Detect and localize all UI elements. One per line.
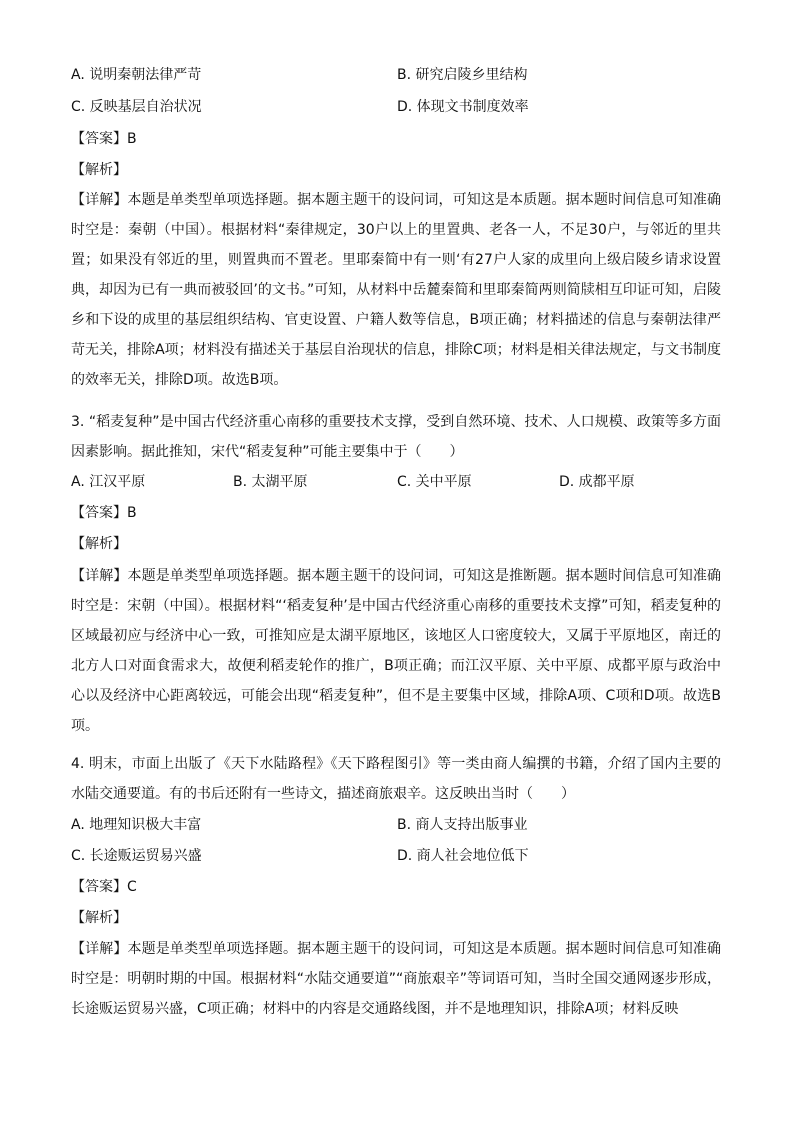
q3-option-a: A. 江汉平原 — [71, 474, 146, 490]
q4-option-c: C. 长途贩运贸易兴盛 — [71, 848, 202, 864]
q3-option-d: D. 成都平原 — [559, 474, 635, 490]
q4-detail-text: 【详解】本题是单类型单项选择题。据本题主题干的设问词，可知这是本质题。据本题时间信息可知准确时空是：明朝时期的中国。根据材料“水陆交通要道”“商旅艰辛”等词语可知，当时全国交通网逐步形成，长途贩运贸易兴盛，C项正确；材料中的内容是交通路线图，并不是地理知识，排除A项；材料反映 — [71, 941, 721, 1017]
q4-stem-text: 4. 明末，市面上出版了《天下水陆路程》《天下路程图引》等一类由商人编撰的书籍，介绍了国内主要的水陆交通要道。有的书后还附有一些诗文，描述商旅艰辛。这反映出当时（ ） — [71, 756, 721, 802]
q4-detail — [71, 934, 721, 1024]
q3-answer: 【答案】B — [71, 505, 137, 521]
q2-option-a: A. 说明秦朝法律严苛 — [71, 67, 202, 83]
q4-analysis-label: 【解析】 — [71, 910, 127, 926]
q2-option-d: D. 体现文书制度效率 — [397, 99, 529, 115]
q2-detail — [71, 185, 721, 395]
q4-option-b: B. 商人支持出版事业 — [397, 817, 528, 833]
q3-stem — [71, 407, 721, 467]
q3-analysis-label: 【解析】 — [71, 536, 127, 552]
q2-answer: 【答案】B — [71, 131, 137, 147]
q4-option-a: A. 地理知识极大丰富 — [71, 817, 202, 833]
q4-option-d: D. 商人社会地位低下 — [397, 848, 529, 864]
q3-option-c: C. 关中平原 — [397, 474, 472, 490]
q2-detail-text: 【详解】本题是单类型单项选择题。据本题主题干的设问词，可知这是本质题。据本题时间信息可知准确时空是：秦朝（中国）。根据材料“秦律规定，30户以上的里置典、老各一人，不足30户，与邻近的里共置；如果没有邻近的里，则置典而不置老。里耶秦简中有一则‘有27户人家的成里向上级启陵乡请求设置典，却因为已有一典而被驳回’的文书。”可知，从材料中岳麓秦简和里耶秦简两则简牍相互印证可知，启陵乡和下设的成里的基层组织结构、官吏设置、户籍人数等信息，B项正确；材料描述的信息与秦朝法律严苛无关，排除A项；材料没有描述关于基层自治现状的信息，排除C项；材料是相关律法规定，与文书制度的效率无关，排除D项。故选B项。 — [71, 192, 721, 388]
q3-stem-text: 3. “稻麦复种”是中国古代经济重心南移的重要技术支撑，受到自然环境、技术、人口规模、政策等多方面因素影响。据此推知，宋代“稻麦复种”可能主要集中于（ ） — [71, 414, 721, 460]
q4-stem — [71, 749, 721, 809]
q4-answer: 【答案】C — [71, 879, 137, 895]
q2-option-c: C. 反映基层自治状况 — [71, 99, 202, 115]
q2-analysis-label: 【解析】 — [71, 162, 127, 178]
q3-detail — [71, 561, 721, 741]
q3-option-b: B. 太湖平原 — [233, 474, 308, 490]
q3-detail-text: 【详解】本题是单类型单项选择题。据本题主题干的设问词，可知这是推断题。据本题时间信息可知准确时空是：宋朝（中国）。根据材料“‘稻麦复种’是中国古代经济重心南移的重要技术支撑”可知，稻麦复种的区域最初应与经济中心一致，可推知应是太湖平原地区，该地区人口密度较大，又属于平原地区，南迁的北方人口对面食需求大，故便利稻麦轮作的推广，B项正确；而江汉平原、关中平原、成都平原与政治中心以及经济中心距离较远，可能会出现“稻麦复种”，但不是主要集中区域，排除A项、C项和D项。故选B项。 — [71, 568, 721, 734]
q2-option-b: B. 研究启陵乡里结构 — [397, 67, 528, 83]
